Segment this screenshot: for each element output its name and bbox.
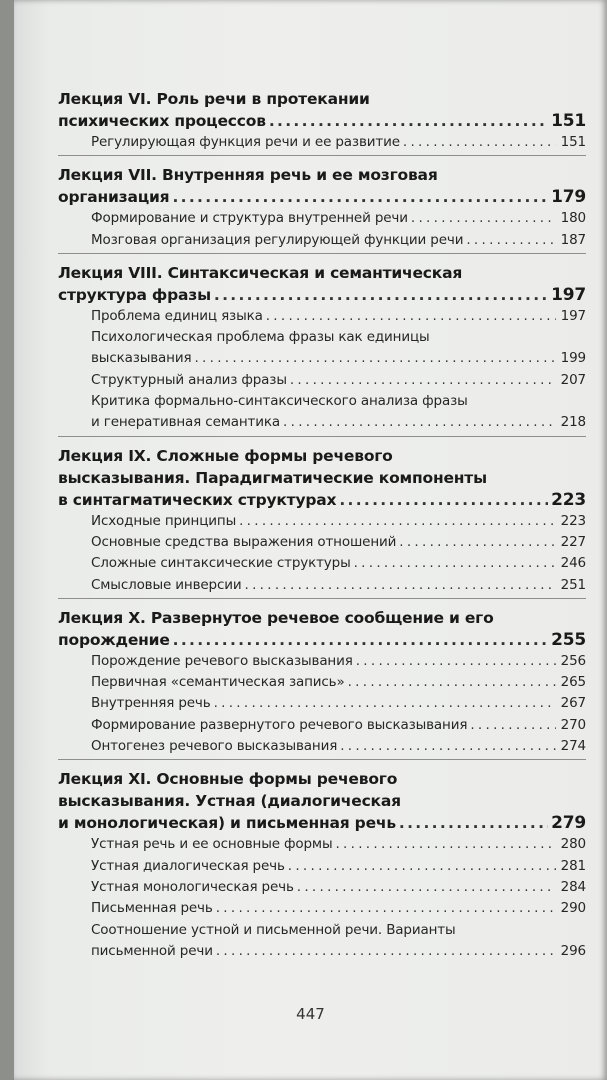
topic-page-number: 284 xyxy=(560,878,586,895)
dot-leader xyxy=(356,651,556,672)
lecture-heading[interactable] xyxy=(58,445,586,511)
lecture-page-number: 197 xyxy=(551,284,586,305)
topic-page-number: 290 xyxy=(560,900,586,917)
topic-title: Устная диалогическая речь xyxy=(91,857,285,874)
topic-title: письменной речи xyxy=(91,942,213,959)
topic-page-number: 246 xyxy=(560,555,586,572)
dot-leader xyxy=(297,877,556,898)
dot-leader xyxy=(348,672,556,693)
topic-title: высказывания xyxy=(91,350,192,367)
lecture-entry xyxy=(58,768,586,964)
topic-page-number: 256 xyxy=(560,652,586,669)
lecture-heading[interactable] xyxy=(58,262,586,306)
dot-leader xyxy=(283,412,556,433)
dot-leader xyxy=(288,856,556,877)
book-page xyxy=(14,0,607,1080)
topic-title: Письменная речь xyxy=(91,900,213,917)
topic-title: Первичная «семантическая запись» xyxy=(91,674,345,691)
dot-leader xyxy=(466,230,555,251)
dot-leader xyxy=(173,629,548,651)
topic-entry[interactable] xyxy=(58,672,586,693)
topic-page-number: 187 xyxy=(560,231,586,248)
table-of-contents xyxy=(58,88,586,972)
topic-entry[interactable] xyxy=(58,208,586,229)
topic-entry[interactable] xyxy=(58,834,586,855)
topic-title-line: Психологическая проблема фразы как единицы xyxy=(91,329,430,346)
lecture-title-last-line: в синтагматических структурах xyxy=(58,490,337,509)
topic-title: Формирование и структура внутренней речи xyxy=(91,210,408,227)
lecture-page-number: 255 xyxy=(551,629,586,650)
topic-entry[interactable] xyxy=(58,920,586,963)
topic-page-number: 218 xyxy=(560,414,586,431)
lecture-title-last-line: порождение xyxy=(58,630,170,649)
lecture-title-last-line: организация xyxy=(58,188,170,207)
topic-page-number: 280 xyxy=(560,836,586,853)
lecture-heading[interactable] xyxy=(58,607,586,651)
lecture-heading[interactable] xyxy=(58,164,586,208)
lecture-page-number: 179 xyxy=(551,187,586,208)
topic-title: Формирование развернутого речевого высказывания xyxy=(91,716,468,733)
dot-leader xyxy=(216,941,556,962)
dot-leader xyxy=(399,812,548,834)
dot-leader xyxy=(245,575,556,596)
dot-leader xyxy=(411,208,556,229)
topic-title: Внутренняя речь xyxy=(91,695,211,712)
lecture-title-last-line: психических процессов xyxy=(58,112,266,130)
topic-title: Структурный анализ фразы xyxy=(91,371,287,388)
topic-entry[interactable] xyxy=(58,327,586,370)
topic-page-number: 296 xyxy=(560,942,586,959)
topic-entry[interactable] xyxy=(58,511,586,532)
dot-leader xyxy=(214,693,556,714)
lecture-title-line: Лекция IX. Сложные формы речевого xyxy=(58,446,393,465)
dot-leader xyxy=(194,348,555,369)
topic-page-number: 207 xyxy=(560,371,586,388)
lecture-page-number: 279 xyxy=(551,813,586,834)
topic-entry[interactable] xyxy=(58,532,586,553)
topic-title: Смысловые инверсии xyxy=(91,576,242,593)
topic-page-number: 197 xyxy=(560,307,586,324)
topic-page-number: 270 xyxy=(560,716,586,733)
lecture-title-line: Лекция VII. Внутренняя речь и ее мозговая xyxy=(58,166,438,185)
lecture-heading[interactable] xyxy=(58,768,586,834)
topic-entry[interactable] xyxy=(58,553,586,574)
topic-title: Мозговая организация регулирующей функции речи xyxy=(91,231,464,248)
topic-entry[interactable] xyxy=(58,693,586,714)
dot-leader xyxy=(172,186,548,208)
topic-entry[interactable] xyxy=(58,877,586,898)
dot-leader xyxy=(269,110,548,132)
lecture-title-line: Лекция VIII. Синтаксическая и семантическая xyxy=(58,263,463,282)
topic-page-number: 223 xyxy=(560,512,586,529)
topic-title: Исходные принципы xyxy=(91,512,237,529)
lecture-entry xyxy=(58,262,586,437)
topic-title-line: Соотношение устной и письменной речи. Варианты xyxy=(91,921,456,938)
lecture-page-number: 223 xyxy=(551,489,586,510)
topic-entry[interactable] xyxy=(58,898,586,919)
dot-leader xyxy=(354,553,556,574)
dot-leader xyxy=(216,898,556,919)
dot-leader xyxy=(239,511,556,532)
topic-page-number: 180 xyxy=(560,210,586,227)
lecture-heading[interactable] xyxy=(58,88,586,132)
topic-title-line: Критика формально-синтаксического анализа фразы xyxy=(91,393,468,410)
topic-page-number: 151 xyxy=(560,134,586,150)
lecture-entry xyxy=(58,164,586,254)
topic-entry[interactable] xyxy=(58,651,586,672)
topic-title: Регулирующая функция речи и ее развитие xyxy=(91,134,400,150)
dot-leader xyxy=(335,834,555,855)
topic-entry[interactable] xyxy=(58,230,586,251)
lecture-entry xyxy=(58,445,586,599)
topic-page-number: 267 xyxy=(560,695,586,712)
lecture-entry xyxy=(58,88,586,156)
dot-leader xyxy=(266,306,556,327)
topic-entry[interactable] xyxy=(58,306,586,327)
topic-page-number: 265 xyxy=(560,674,586,691)
lecture-title-line: Лекция VI. Роль речи в протекании xyxy=(58,90,370,108)
lecture-title-line: Лекция XI. Основные формы речевого xyxy=(58,770,398,789)
lecture-title-line: высказывания. Парадигматические компоненты xyxy=(58,468,487,487)
topic-entry[interactable] xyxy=(58,391,586,434)
dot-leader xyxy=(340,736,555,757)
topic-page-number: 227 xyxy=(560,533,586,550)
topic-entry[interactable] xyxy=(58,575,586,596)
lecture-title-last-line: и монологическая) и письменная речь xyxy=(58,814,396,833)
dot-leader xyxy=(290,370,556,391)
dot-leader xyxy=(470,715,555,736)
page-number: 447 xyxy=(296,1005,325,1023)
topic-title: Устная речь и ее основные формы xyxy=(91,836,333,853)
lecture-page-number: 151 xyxy=(551,111,586,131)
dot-leader xyxy=(399,532,555,553)
dot-leader xyxy=(214,284,548,306)
topic-entry[interactable] xyxy=(58,856,586,877)
topic-title: и генеративная семантика xyxy=(91,414,281,431)
dot-leader xyxy=(339,489,548,511)
topic-title: Устная монологическая речь xyxy=(91,878,294,895)
lecture-title-last-line: структура фразы xyxy=(58,285,211,304)
topic-page-number: 251 xyxy=(560,576,586,593)
topic-entry[interactable] xyxy=(58,132,586,153)
topic-title: Сложные синтаксические структуры xyxy=(91,555,351,572)
dot-leader xyxy=(403,132,556,153)
topic-title: Порождение речевого высказывания xyxy=(91,652,353,669)
topic-entry[interactable] xyxy=(58,715,586,736)
topic-entry[interactable] xyxy=(58,370,586,391)
lecture-title-line: Лекция X. Развернутое речевое сообщение и его xyxy=(58,608,494,627)
lecture-entry xyxy=(58,607,586,760)
topic-entry[interactable] xyxy=(58,736,586,757)
topic-page-number: 274 xyxy=(560,738,586,755)
topic-title: Основные средства выражения отношений xyxy=(91,533,397,550)
topic-page-number: 281 xyxy=(560,857,586,874)
topic-title: Онтогенез речевого высказывания xyxy=(91,738,338,755)
lecture-title-line: высказывания. Устная (диалогическая xyxy=(58,792,401,811)
topic-page-number: 199 xyxy=(560,350,586,367)
topic-title: Проблема единиц языка xyxy=(91,307,263,324)
